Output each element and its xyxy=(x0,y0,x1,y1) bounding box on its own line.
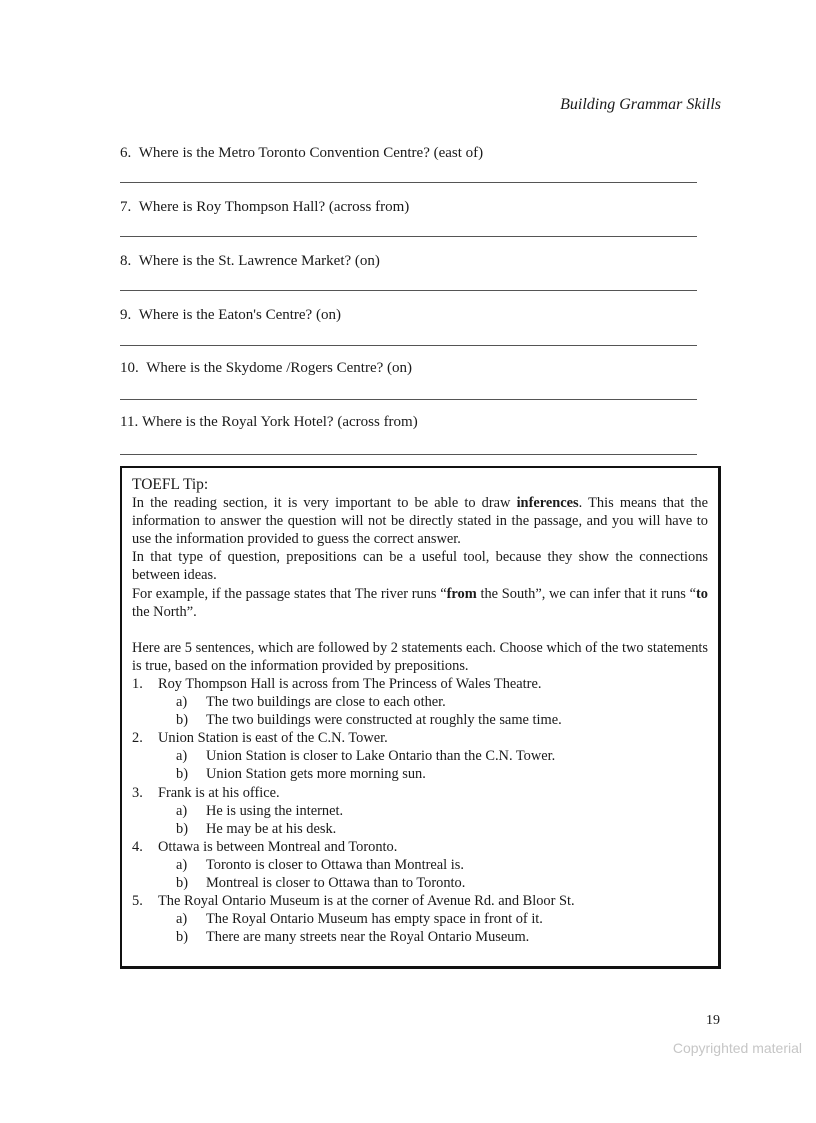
question-number: 10. xyxy=(120,360,139,376)
question-text: Where is the St. Lawrence Market? (on) xyxy=(138,253,380,269)
item-number: 2. xyxy=(132,730,143,747)
answer-line-6 xyxy=(120,182,697,183)
item-sentence: Ottawa is between Montreal and Toronto. xyxy=(158,838,398,855)
question-number: 7. xyxy=(120,199,132,215)
item-sentence: Union Station is east of the C.N. Tower. xyxy=(158,730,388,747)
copyright-watermark: Copyrighted material xyxy=(672,1040,802,1056)
item-sentence: Frank is at his office. xyxy=(158,784,280,801)
item-number: 1. xyxy=(132,675,143,692)
question-text: Where is the Metro Toronto Convention Centre? (east of) xyxy=(138,145,484,161)
item-sentence: The Royal Ontario Museum is at the corner of Avenue Rd. and Bloor St. xyxy=(158,893,575,910)
answer-line-10 xyxy=(120,399,697,400)
exercise-item-1: 1. Roy Thompson Hall is across from The Princess of Wales Theatre. a) The two buildings are close to each other. b) The two buildings were constructed at roughly the same time. xyxy=(132,675,562,729)
option-b: There are many streets near the Royal Ontario Museum. xyxy=(206,929,530,946)
option-a: The two buildings are close to each other. xyxy=(206,694,446,711)
item-number: 3. xyxy=(132,784,143,801)
option-a: He is using the internet. xyxy=(206,802,344,819)
question-7 xyxy=(120,198,409,216)
item-sentence: Roy Thompson Hall is across from The Princess of Wales Theatre. xyxy=(158,675,542,692)
tip-paragraph-prepositions: In that type of question, prepositions can be a useful tool, because they show the connections between ideas. xyxy=(132,549,708,584)
bold-inferences: inferences xyxy=(516,495,579,512)
option-a: The Royal Ontario Museum has empty space in front of it. xyxy=(206,911,543,928)
option-b: He may be at his desk. xyxy=(206,820,337,837)
answer-line-9 xyxy=(120,345,697,346)
question-8 xyxy=(120,252,380,270)
question-number: 11. xyxy=(120,414,139,430)
question-6 xyxy=(120,144,483,162)
exercise-item-3: 3. Frank is at his office. a) He is using the internet. b) He may be at his desk. xyxy=(132,784,344,837)
question-text: Where is the Skydome /Rogers Centre? (on) xyxy=(146,360,413,376)
item-number: 5. xyxy=(132,893,143,910)
question-9 xyxy=(120,306,341,324)
exercise-intro: Here are 5 sentences, which are followed by 2 statements each. Choose which of the two statements is true, based on the information provided by prepositions. xyxy=(132,639,708,674)
question-11 xyxy=(120,413,418,431)
question-text: Where is the Eaton's Centre? (on) xyxy=(138,307,341,323)
question-number: 6. xyxy=(120,145,132,161)
answer-line-8 xyxy=(120,290,697,291)
exercise-item-4: 4. Ottawa is between Montreal and Toronto. a) Toronto is closer to Ottawa than Montreal is. b) Montreal is closer to Ottawa than to Toronto. xyxy=(132,838,466,891)
question-text: Where is Roy Thompson Hall? (across from) xyxy=(138,199,410,215)
question-10 xyxy=(120,359,412,377)
page-number: 19 xyxy=(706,1013,720,1028)
running-head: Building Grammar Skills xyxy=(560,96,721,113)
tip-paragraph-example: For example, if the passage states that The river runs “from the South”, we can infer that it runs “to the North”. xyxy=(132,585,708,620)
exercise-item-2: 2. Union Station is east of the C.N. Tower. a) Union Station is closer to Lake Ontario than the C.N. Tower. b) Union Station gets more morning sun. xyxy=(132,730,556,783)
bold-from: from xyxy=(446,585,477,602)
tip-title: TOEFL Tip: xyxy=(132,476,209,493)
exercise-item-5: 5. The Royal Ontario Museum is at the corner of Avenue Rd. and Bloor St. a) The Royal Ontario Museum has empty space in front of it. b) There are many streets near the Royal Ontario Museum. xyxy=(132,893,575,946)
answer-line-11 xyxy=(120,454,697,455)
question-number: 8. xyxy=(120,253,132,269)
option-b: The two buildings were constructed at roughly the same time. xyxy=(206,712,562,729)
option-a: Toronto is closer to Ottawa than Montreal is. xyxy=(206,856,464,873)
bold-to: to xyxy=(696,585,708,602)
item-number: 4. xyxy=(132,838,143,855)
tip-paragraph-inferences: In the reading section, it is very important to be able to draw inferences. This means that the information to answer the question will not be directly stated in the passage, and you will have to use the information provided to guess the correct answer. xyxy=(132,495,708,548)
question-text: Where is the Royal York Hotel? (across from) xyxy=(141,414,418,430)
question-number: 9. xyxy=(120,307,132,323)
answer-line-7 xyxy=(120,236,697,237)
option-a: Union Station is closer to Lake Ontario than the C.N. Tower. xyxy=(206,748,556,765)
option-b: Montreal is closer to Ottawa than to Toronto. xyxy=(206,874,466,891)
option-b: Union Station gets more morning sun. xyxy=(206,766,426,783)
toefl-tip-box xyxy=(120,466,721,969)
